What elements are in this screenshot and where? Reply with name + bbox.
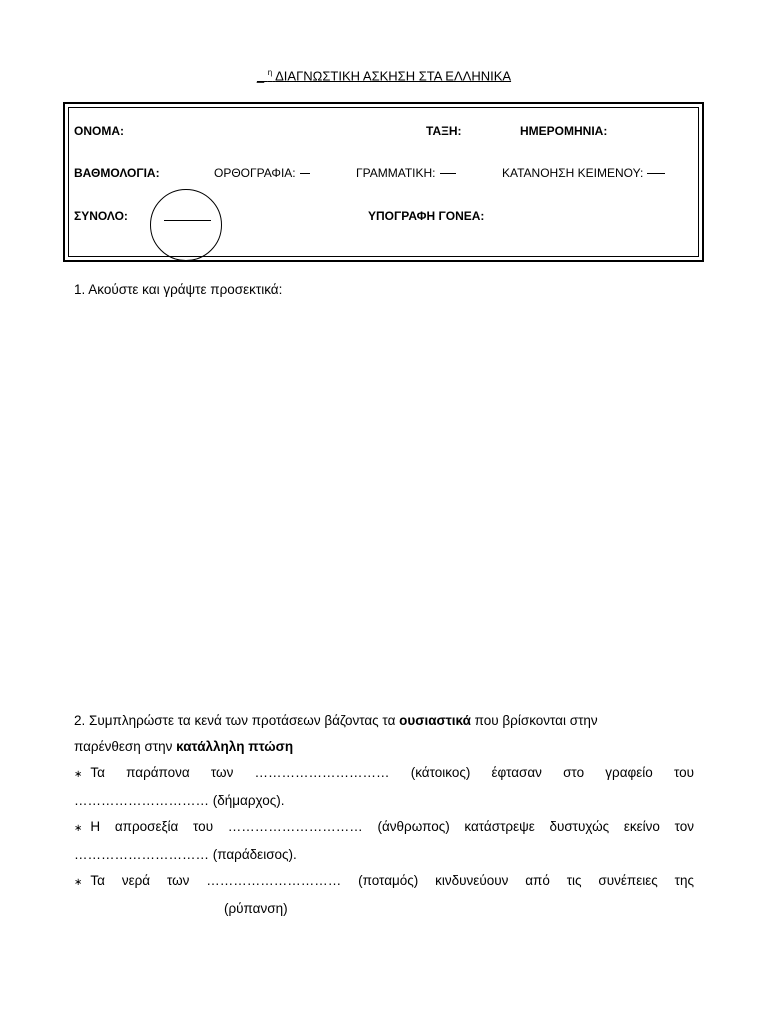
grammar-field [356,166,456,180]
sentence-3-line-1 [74,868,694,896]
class-label: ΤΑΞΗ: [426,124,462,138]
total-score-circle [150,189,222,261]
parent-signature-label: ΥΠΟΓΡΑΦΗ ΓΟΝΕΑ: [368,209,485,223]
title-text: ΔΙΑΓΝΩΣΤΙΚΗ ΑΣΚΗΣΗ ΣΤΑ ΕΛΛΗΝΙΚΑ [275,68,512,84]
total-label: ΣΥΝΟΛΟ: [74,209,128,223]
exercise-2-intro-part2: που βρίσκονται στην [470,713,598,728]
spelling-blank [300,173,310,174]
exercise-2-intro2-bold: κατάλληλη πτώση [176,739,294,754]
grammar-label: ΓΡΑΜΜΑΤΙΚΗ: [356,166,436,180]
exercise-2-intro-part1: 2. Συμπληρώστε τα κενά των προτάσεων βάζοντας τα [74,713,400,728]
total-score-blank [164,220,211,221]
exercise-2-intro2-part1: παρένθεση στην [74,739,177,754]
name-label: ΟΝΟΜΑ: [74,124,124,138]
title-superscript: η [267,68,273,77]
page-title: _ $^\eta$ ΔΙΑΓΝΩΣΤΙΚΗ ΑΣΚΗΣΗ ΣΤΑ ΕΛΛΗΝΙΚΑ [256,68,512,84]
bullet-icon: ∗ [74,769,83,780]
grammar-blank [440,173,456,174]
sentence-3-line-2: (ρύπανση) [224,901,288,916]
spelling-label: ΟΡΘΟΓΡΑΦΙΑ: [214,166,296,180]
grading-label: ΒΑΘΜΟΛΟΓΙΑ: [74,166,160,180]
exercise-2-instruction-line2 [74,734,694,760]
sentence-1-line-2: ………………………… (δήμαρχος). [74,793,285,808]
sentence-2-line-1 [74,814,694,842]
exercise-2-intro-bold: ουσιαστικά [399,713,471,728]
date-label: ΗΜΕΡΟΜΗΝΙΑ: [520,124,608,138]
comprehension-blank [647,173,665,174]
spelling-field [214,166,310,180]
exercise-2-instruction [74,708,694,734]
sentence-3-text: Τα νερά των ………………………… (ποταμός) κινδυνεύουν από τις συνέπειες της [90,873,694,888]
bullet-icon: ∗ [74,823,83,834]
sentence-2-line-2: ………………………… (παράδεισος). [74,847,297,862]
comprehension-field [502,166,665,180]
sentence-2-text: Η απροσεξία του ………………………… (άνθρωπος) κατάστρεψε δυστυχώς εκείνο τον [90,819,694,834]
sentence-1-text: Τα παράπονα των ………………………… (κάτοικος) έφτασαν στο γραφείο του [90,765,694,780]
bullet-icon: ∗ [74,877,83,888]
exercise-2 [74,708,694,922]
sentence-1-line-1 [74,760,694,788]
comprehension-label: ΚΑΤΑΝΟΗΣΗ ΚΕΙΜΕΝΟΥ: [502,166,644,180]
exercise-1-instruction: 1. Ακούστε και γράψτε προσεκτικά: [74,282,283,297]
